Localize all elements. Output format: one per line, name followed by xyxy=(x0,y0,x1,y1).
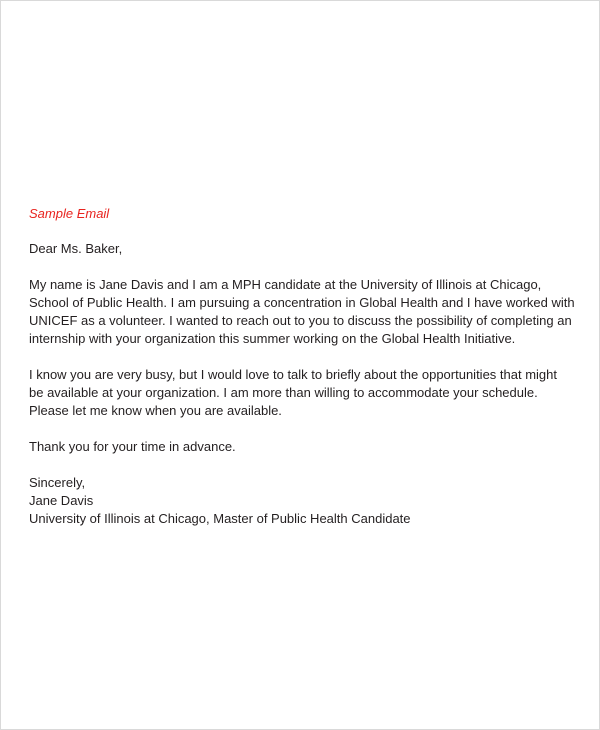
signature-block xyxy=(29,474,575,528)
signature-name: Jane Davis xyxy=(29,493,94,508)
salutation: Dear Ms. Baker, xyxy=(29,241,123,256)
closing: Sincerely, xyxy=(29,475,86,490)
body-paragraph-1: My name is Jane Davis and I am a MPH candidate at the University of Illinois at Chicago, School of Public Health. I am pursuing a concentration in Global Health and I have worked with UNICEF as a volunteer. I wanted to reach out to you to discuss the possibility of completing an internship with your organization this summer working on the Global Health Initiative. xyxy=(29,277,575,346)
thank-you-line: Thank you for your time in advance. xyxy=(29,439,236,454)
signature-title: University of Illinois at Chicago, Master of Public Health Candidate xyxy=(29,511,411,526)
body-paragraph-2: I know you are very busy, but I would love to talk to briefly about the opportunities that might be available at your organization. I am more than willing to accommodate your schedule. Please let me know when you are available. xyxy=(29,367,557,418)
sample-email-label: Sample Email xyxy=(29,206,110,221)
